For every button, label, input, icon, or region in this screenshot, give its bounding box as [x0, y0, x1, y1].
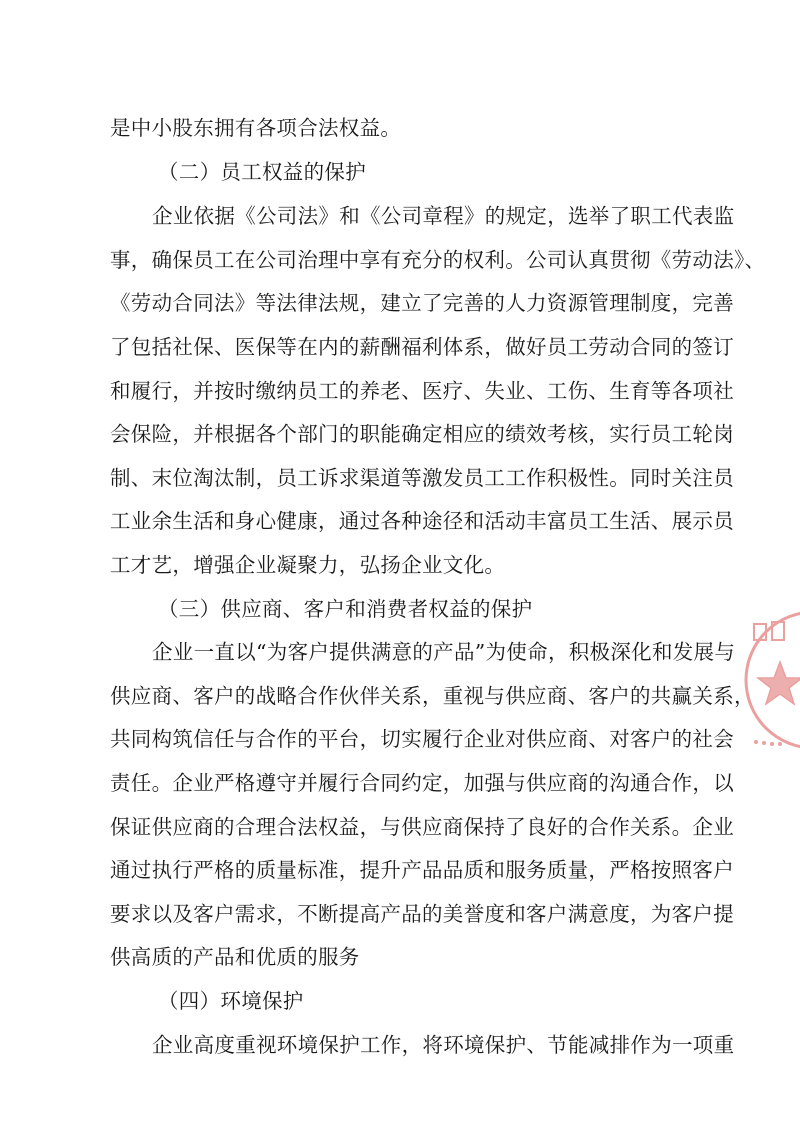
paragraph-line: 了包括社保、医保等在内的薪酬福利体系，做好员工劳动合同的签订	[110, 335, 734, 359]
paragraph-line: 责任。企业严格遵守并履行合同约定，加强与供应商的沟通合作，以	[110, 771, 734, 795]
paragraph-line: 工业余生活和身心健康，通过各种途径和活动丰富员工生活、展示员	[110, 509, 734, 533]
paragraph-line: 供应商、客户的战略合作伙伴关系，重视与供应商、客户的共赢关系，	[110, 684, 755, 708]
section-heading: （四）环境保护	[158, 989, 304, 1013]
section-heading: （三）供应商、客户和消费者权益的保护	[158, 597, 533, 621]
paragraph-line: 企业依据《公司法》和《公司章程》的规定，选举了职工代表监	[152, 204, 735, 228]
paragraph-line: 工才艺，增强企业凝聚力，弘扬企业文化。	[110, 553, 506, 577]
paragraph-line: 会保险，并根据各个部门的职能确定相应的绩效考核，实行员工轮岗	[110, 422, 734, 446]
paragraph-line: 供高质的产品和优质的服务	[110, 945, 360, 969]
paragraph-line: 企业高度重视环境保护工作，将环境保护、节能减排作为一项重	[152, 1033, 735, 1057]
paragraph-line: 要求以及客户需求，不断提高产品的美誉度和客户满意度，为客户提	[110, 902, 734, 926]
paragraph-line: 是中小股东拥有各项合法权益。	[110, 116, 402, 140]
paragraph-line: 和履行，并按时缴纳员工的养老、医疗、失业、工伤、生育等各项社	[110, 379, 734, 403]
paragraph-line: 通过执行严格的质量标准，提升产品品质和服务质量，严格按照客户	[110, 858, 734, 882]
paragraph-line: 共同构筑信任与合作的平台，切实履行企业对供应商、对客户的社会	[110, 727, 734, 751]
paragraph-line: 《劳动合同法》等法律法规，建立了完善的人力资源管理制度，完善	[110, 291, 734, 315]
paragraph-line: 保证供应商的合理合法权益，与供应商保持了良好的合作关系。企业	[110, 815, 734, 839]
star-seal-icon	[742, 600, 800, 760]
paragraph-line: 制、末位淘汰制，员工诉求渠道等激发员工工作积极性。同时关注员	[110, 466, 734, 490]
section-heading: （二）员工权益的保护	[158, 160, 366, 184]
paragraph-line: 事，确保员工在公司治理中享有充分的权利。公司认真贯彻《劳动法》、	[110, 248, 766, 272]
paragraph-line: 企业一直以“为客户提供满意的产品”为使命，积极深化和发展与	[152, 640, 736, 664]
